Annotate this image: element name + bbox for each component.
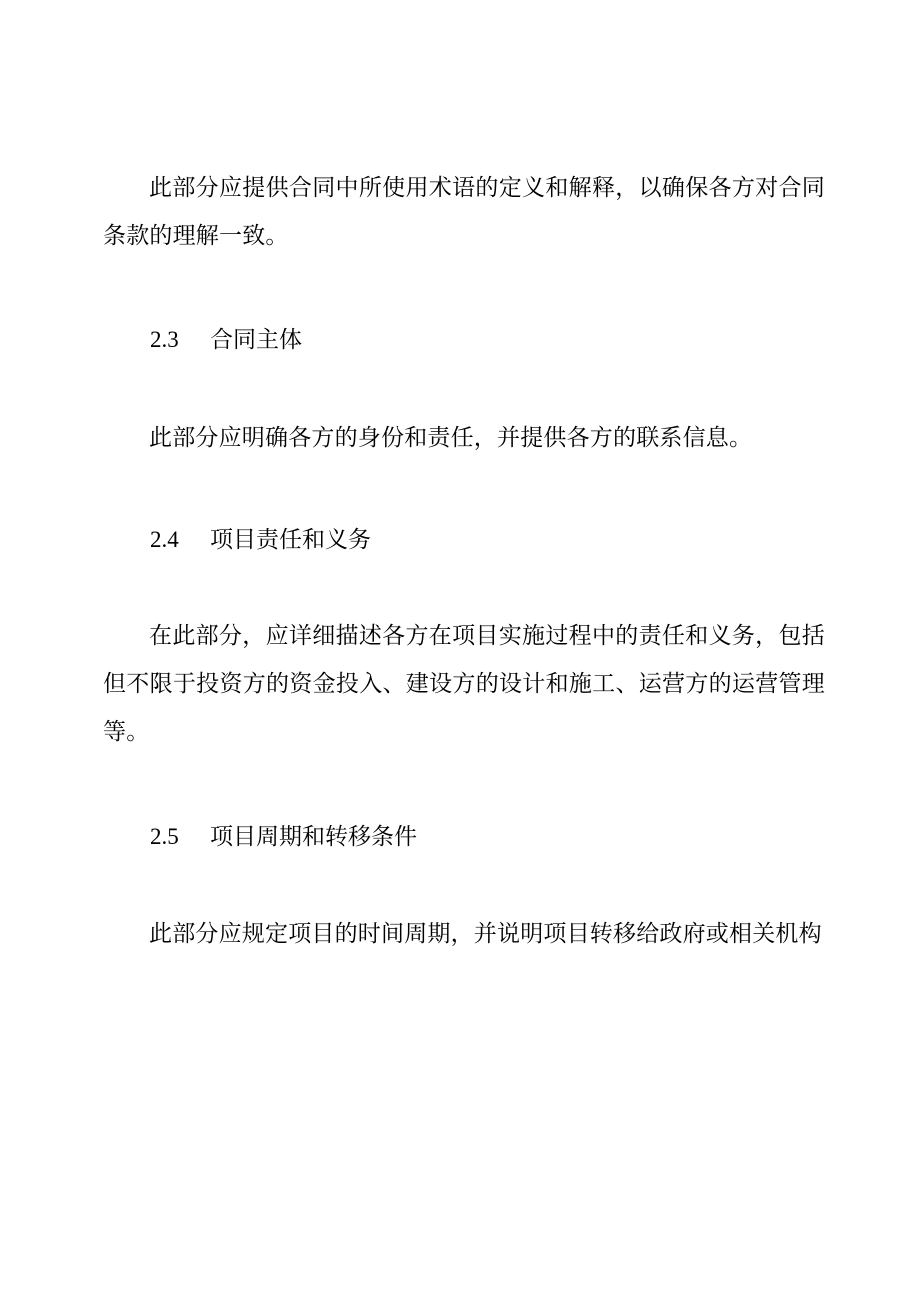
paragraph-period: 此部分应规定项目的时间周期，并说明项目转移给政府或相关机构 — [149, 921, 822, 947]
section-title: 项目责任和义务 — [210, 527, 371, 553]
section-title: 项目周期和转移条件 — [210, 824, 417, 850]
section-title: 合同主体 — [210, 327, 302, 353]
paragraph-parties: 此部分应明确各方的身份和责任，并提供各方的联系信息。 — [149, 425, 753, 451]
paragraph-responsibilities: 在此部分，应详细描述各方在项目实施过程中的责任和义务，包括但不限于投资方的资金投入、建设方的设计和施工、运营方的运营管理等。 — [103, 623, 825, 745]
paragraph-definitions: 此部分应提供合同中所使用术语的定义和解释，以确保各方对合同条款的理解一致。 — [103, 175, 825, 249]
section-heading-2-5 — [150, 822, 417, 852]
section-number: 2.5 — [150, 824, 179, 849]
section-number: 2.4 — [150, 527, 179, 552]
section-number: 2.3 — [150, 327, 179, 352]
section-heading-2-3 — [150, 325, 302, 355]
section-heading-2-4 — [150, 525, 371, 555]
